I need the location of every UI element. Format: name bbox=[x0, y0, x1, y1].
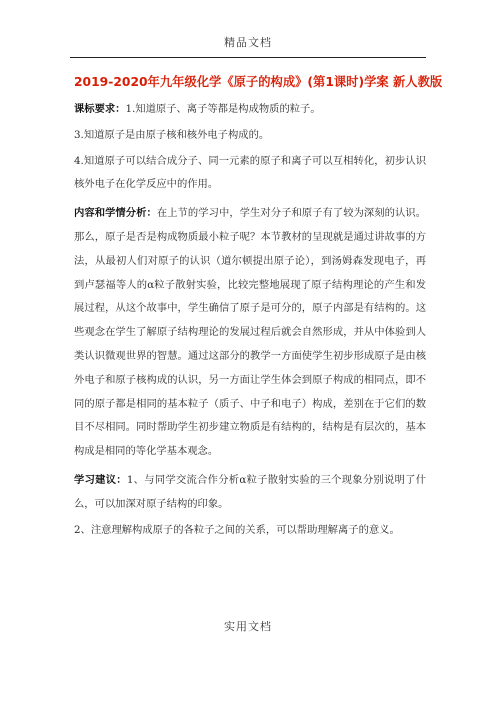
document-body bbox=[74, 98, 426, 547]
analysis-paragraph bbox=[74, 202, 426, 464]
suggestion-item-1: 1、与同学交流合作分析α粒子散射实验的三个现象分别说明了什么，可以加深对原子结构的印象。 bbox=[74, 473, 427, 510]
objective-item-1: 1.知道原子、离子等都是构成物质的粒子。 bbox=[125, 103, 321, 115]
header-rule bbox=[70, 57, 426, 58]
page-header: 精品文档 bbox=[224, 36, 272, 49]
page-footer: 实用文档 bbox=[224, 620, 272, 633]
objectives-paragraph bbox=[74, 98, 426, 122]
suggestions-label: 学习建议： bbox=[74, 473, 127, 486]
analysis-label: 内容和学情分析： bbox=[74, 207, 157, 220]
objective-item-4: 4.知道原子可以结合成分子、同一元素的原子和离子可以互相转化，初步认识核外电子在化学反应中的作用。 bbox=[74, 154, 426, 191]
document-title: 2019-2020年九年级化学《原子的构成》(第1课时)学案 新人教版 bbox=[74, 75, 443, 89]
suggestion-item-2: 2、注意理解构成原子的各粒子之间的关系，可以帮助理解离子的意义。 bbox=[74, 523, 400, 536]
analysis-text: 在上节的学习中，学生对分子和原子有了较为深刻的认识。那么，原子是否是构成物质最小粒子呢？本节教材的呈现就是通过讲故事的方法，从最初人们对原子的认识（道尔顿提出原子论），到汤姆森发现电子，再到卢瑟福等人的α粒子散射实验，比较完整地展现了原子结构理论的产生和发展过程，从这个故事中，学生确信了原子是可分的，原子内部是有结构的。这些观念在学生了解原子结构理论的发展过程后就会自然形成，并从中体验到人类认识微观世界的智慧。通过这部分的教学一方面使学生初步形成原子是由核外电子和原子核构成的认识，另一方面让学生体会到原子构成的相同点，即不同的原子都是相同的基本粒子（质子、中子和电子）构成，差别在于它们的数目不尽相同。同时帮助学生初步建立物质是有结构的，结构是有层次的，基本构成是相同的等化学基本观念。 bbox=[74, 207, 427, 458]
objective-item-3: 3.知道原子是由原子核和核外电子构成的。 bbox=[74, 128, 270, 141]
suggestions-paragraph bbox=[74, 469, 426, 517]
objectives-label: 课标要求： bbox=[74, 103, 126, 115]
